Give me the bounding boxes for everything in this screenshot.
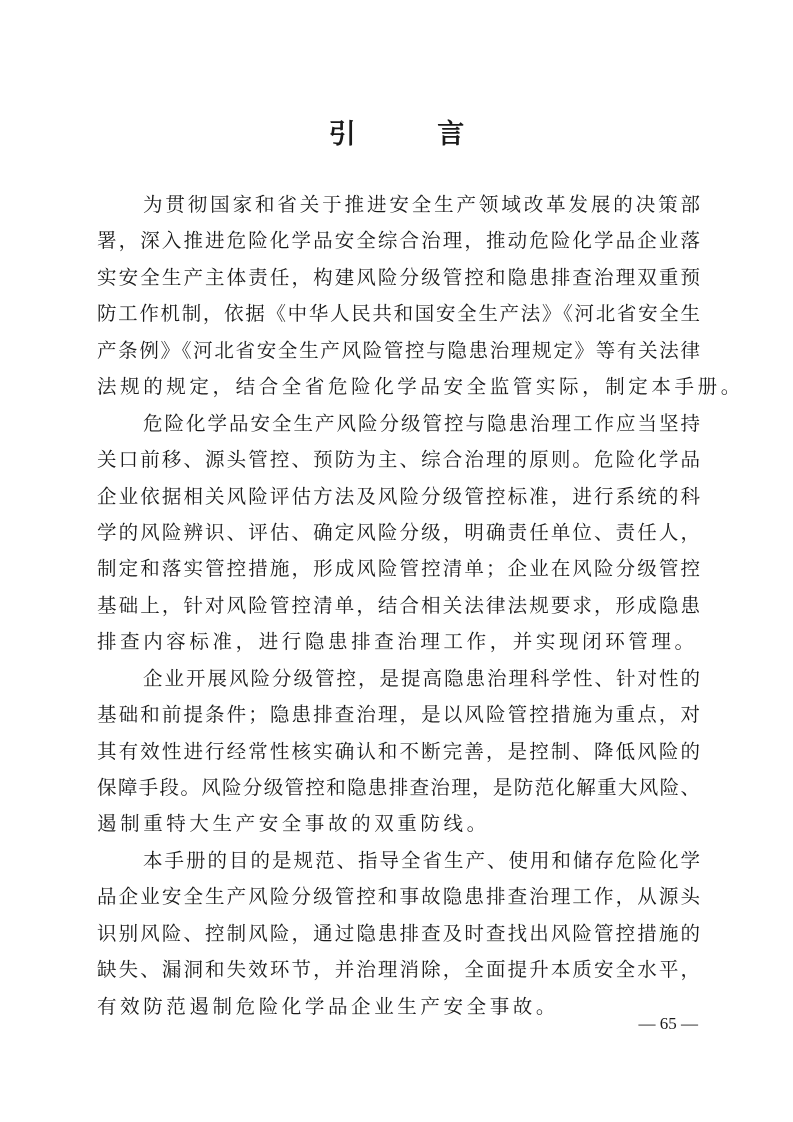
paragraph [97,661,700,843]
text-line: 危险化学品安全生产风险分级管控与隐患治理工作应当坚持 [143,411,700,435]
page-number: — 65 — [638,1014,698,1033]
text-line: 关口前移、源头管控、预防为主、综合治理的原则。危险化学品 [97,448,700,472]
text-line: 基础和前提条件；隐患排查治理，是以风险管控措施为重点，对 [97,703,700,727]
text-line: 遏制重特大生产安全事故的双重防线。 [97,812,490,836]
text-line: 本手册的目的是规范、指导全省生产、使用和储存危险化学 [143,848,700,872]
text-line: 排查内容标准，进行隐患排查治理工作，并实现闭环管理。 [97,630,698,654]
document-body [97,187,744,1025]
text-line: 基础上，针对风险管控清单，结合相关法律法规要求，形成隐患 [97,593,700,617]
text-line: 保障手段。风险分级管控和隐患排查治理，是防范化解重大风险、 [97,776,700,799]
text-line: 缺失、漏洞和失效环节，并治理消除，全面提升本质安全水平， [97,958,700,982]
paragraph [97,843,700,1025]
text-line: 制定和落实管控措施，形成风险管控清单；企业在风险分级管控 [97,557,700,581]
text-line: 其有效性进行经常性核实确认和不断完善，是控制、降低风险的 [97,739,700,763]
text-line: 有效防范遏制危险化学品企业生产安全事故。 [97,994,560,1018]
text-line: 企业开展风险分级管控，是提高隐患治理科学性、针对性的 [143,666,700,690]
text-line: 企业依据相关风险评估方法及风险分级管控标准，进行系统的科 [97,484,700,508]
text-line: 为贯彻国家和省关于推进安全生产领域改革发展的决策部 [143,193,700,216]
text-line: 防工作机制，依据《中华人民共和国安全生产法》《河北省安全生 [97,302,700,326]
text-line: 学的风险辨识、评估、确定风险分级，明确责任单位、责任人， [97,520,700,544]
paragraph [97,187,744,406]
paragraph [97,406,700,661]
text-line: 法规的规定，结合全省危险化学品安全监管实际，制定本手册。 [97,375,744,399]
text-line: 实安全生产主体责任，构建风险分级管控和隐患排查治理双重预 [97,265,700,289]
text-line: 识别风险、控制风险，通过隐患排查及时查找出风险管控措施的 [97,921,700,945]
text-line: 产条例》《河北省安全生产风险管控与隐患治理规定》等有关法律 [97,338,700,362]
text-line: 署，深入推进危险化学品安全综合治理，推动危险化学品企业落 [97,229,700,253]
text-line: 品企业安全生产风险分级管控和事故隐患排查治理工作，从源头 [97,885,700,909]
page-title: 引 言 [328,119,501,150]
